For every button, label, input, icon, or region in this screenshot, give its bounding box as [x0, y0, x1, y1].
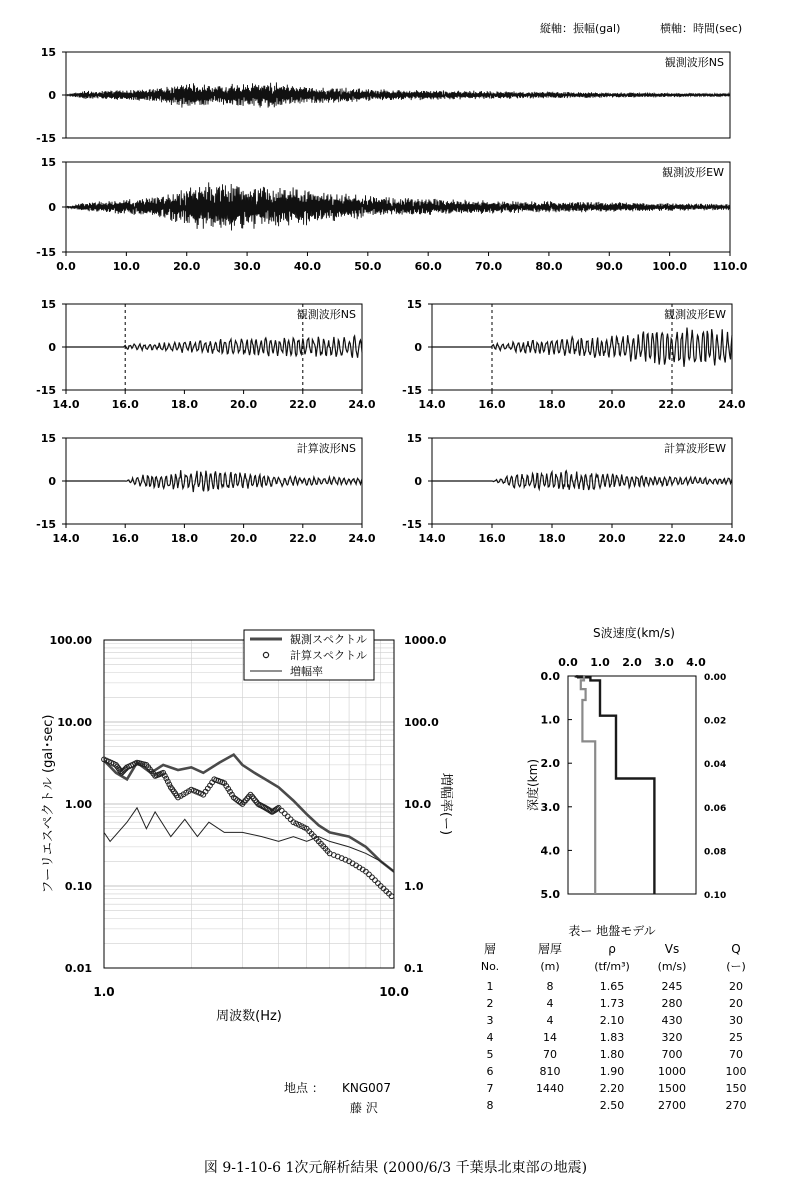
y-tick-label: 0.01 — [64, 962, 92, 975]
computed-point — [367, 872, 372, 877]
x-tick-label: 16.0 — [478, 398, 506, 411]
x-tick-label: 22.0 — [289, 398, 317, 411]
panel-label: 観測波形NS — [664, 56, 724, 69]
x-tick-label: 20.0 — [173, 260, 201, 273]
table-cell: 8 — [486, 1099, 494, 1112]
waveform-line — [66, 470, 362, 492]
spectrum-y2-label: 増幅率(ー) — [438, 772, 453, 836]
profile-frame — [568, 676, 696, 894]
table-cell: 25 — [729, 1031, 743, 1044]
x-tick-label: 16.0 — [111, 398, 139, 411]
waveform-panel-obs-ns-zoom — [36, 298, 376, 411]
table-header: 層厚 — [537, 942, 563, 956]
table-title: 表ー 地盤モデル — [568, 924, 656, 938]
profile-title: S波速度(km/s) — [593, 626, 675, 640]
table-header: Vs — [664, 942, 680, 956]
x-tick-label: 14.0 — [418, 398, 446, 411]
y2-tick-label: 0.08 — [704, 847, 727, 858]
x-tick-label: 30.0 — [233, 260, 261, 273]
x-tick-label: 18.0 — [538, 532, 566, 545]
x-tick-label: 14.0 — [52, 532, 80, 545]
y-tick-label: 15 — [40, 298, 56, 311]
y-tick-label: 15 — [406, 432, 422, 445]
spectrum-legend — [244, 630, 374, 680]
x-tick-label: 60.0 — [414, 260, 442, 273]
y2-tick-label: 0.1 — [404, 962, 424, 975]
x-tick-label: 24.0 — [348, 398, 376, 411]
table-cell: 5 — [486, 1048, 494, 1061]
x-tick-label: 20.0 — [230, 532, 258, 545]
table-cell: 3 — [486, 1014, 494, 1027]
x-tick-label: 18.0 — [538, 398, 566, 411]
x-tick-label: 20.0 — [230, 398, 258, 411]
spectrum-grid — [104, 640, 394, 968]
x-tick-label: 20.0 — [598, 532, 626, 545]
waveform-panel-obs-ew-zoom — [402, 298, 746, 411]
table-cell: 1.73 — [599, 997, 625, 1010]
table-cell: 1000 — [658, 1065, 686, 1078]
y2-tick-label: 0.10 — [704, 891, 727, 901]
table-cell: 1.90 — [599, 1065, 625, 1078]
table-cell: 1 — [486, 980, 494, 993]
table-cell: 1.80 — [599, 1048, 625, 1061]
waveform-line — [66, 336, 362, 358]
y-tick-label: 2.0 — [540, 757, 560, 771]
table-cell: 14 — [543, 1031, 557, 1044]
waveform-line — [66, 182, 730, 230]
x-tick-label: 80.0 — [535, 260, 563, 273]
waveform-panels — [36, 46, 748, 545]
table-header: Q — [731, 942, 741, 956]
table-cell: 70 — [729, 1048, 743, 1061]
table-header-unit: No. — [480, 960, 500, 973]
panel-label: 計算波形EW — [664, 442, 726, 455]
figure-caption: 図 9-1-10-6 1次元解析結果 (2000/6/3 千葉県北東部の地震) — [203, 1160, 588, 1176]
table-header-unit: (ー) — [726, 960, 746, 973]
y-tick-label: -15 — [402, 384, 422, 397]
x-tick-label: 24.0 — [348, 532, 376, 545]
y-tick-label: -15 — [36, 246, 56, 259]
y-tick-label: 1.0 — [540, 713, 560, 727]
x-tick-label: 14.0 — [418, 532, 446, 545]
x-tick-label: 1.0 — [93, 985, 115, 999]
horizontal-axis-note: 横軸：時間(sec) — [660, 22, 743, 35]
table-cell: 810 — [539, 1065, 561, 1078]
series-line — [104, 755, 394, 872]
y2-tick-label: 0.04 — [704, 760, 727, 771]
table-cell: 320 — [661, 1031, 683, 1044]
profile-y-label: 深度(km) — [526, 758, 540, 812]
x-tick-label: 0.0 — [56, 260, 76, 273]
site-name: 藤 沢 — [350, 1101, 378, 1115]
table-cell: 2.10 — [599, 1014, 625, 1027]
x-tick-label: 14.0 — [52, 398, 80, 411]
profile-line-vs — [576, 676, 655, 894]
table-cell: 8 — [546, 980, 554, 993]
table-cell: 2700 — [658, 1099, 686, 1112]
table-cell: 30 — [729, 1014, 743, 1027]
x-tick-label: 100.0 — [652, 260, 688, 273]
table-cell: 4 — [546, 997, 554, 1010]
table-cell: 2.20 — [599, 1082, 625, 1095]
y-tick-label: 5.0 — [540, 888, 560, 901]
table-cell: 1500 — [658, 1082, 686, 1095]
y-tick-label: 0 — [48, 475, 56, 488]
y-tick-label: 100.00 — [49, 634, 92, 647]
x-tick-label: 18.0 — [170, 398, 198, 411]
panel-label: 観測波形NS — [296, 308, 356, 321]
waveform-panel-obs-ew-full — [36, 156, 748, 273]
x-tick-label: 24.0 — [718, 532, 746, 545]
ground-model-table — [481, 923, 747, 1112]
waveform-panel-calc-ns — [36, 432, 376, 545]
vertical-axis-note: 縦軸：振幅(gal) — [540, 22, 621, 35]
table-cell: 4 — [486, 1031, 494, 1044]
y-tick-label: 0 — [48, 341, 56, 354]
x-tick-label: 16.0 — [478, 532, 506, 545]
site-label: 地点 ： — [284, 1081, 324, 1095]
s-wave-velocity-profile — [525, 625, 726, 901]
x-tick-label: 18.0 — [170, 532, 198, 545]
y2-tick-label: 100.0 — [404, 716, 439, 729]
table-header-unit: (tf/m³) — [594, 960, 630, 973]
table-cell: 100 — [725, 1065, 747, 1078]
table-body — [481, 942, 747, 1112]
y-tick-label: 0.10 — [64, 880, 92, 893]
y-tick-label: 4.0 — [540, 844, 560, 858]
profile-series — [576, 676, 655, 894]
x-tick-label: 90.0 — [595, 260, 623, 273]
y-tick-label: 0 — [48, 89, 56, 102]
x-tick-label: 24.0 — [718, 398, 746, 411]
computed-point — [285, 814, 290, 819]
y-tick-label: 15 — [40, 156, 56, 169]
x-tick-label: 20.0 — [598, 398, 626, 411]
y-tick-label: 10.00 — [57, 716, 92, 729]
y-tick-label: 0.0 — [540, 670, 560, 683]
y2-tick-label: 1.0 — [404, 880, 424, 893]
computed-point — [376, 881, 381, 886]
y-tick-label: 1.00 — [64, 798, 92, 811]
table-header-unit: (m) — [540, 960, 560, 973]
spectrum-series — [102, 755, 394, 899]
table-cell: 20 — [729, 980, 743, 993]
table-cell: 6 — [486, 1065, 494, 1078]
x-tick-label: 3.0 — [654, 656, 674, 669]
x-tick-label: 70.0 — [474, 260, 503, 273]
profile-line-rho — [581, 676, 595, 894]
site-code: KNG007 — [342, 1081, 392, 1095]
table-cell: 700 — [661, 1048, 683, 1061]
table-cell: 4 — [546, 1014, 554, 1027]
y-tick-label: -15 — [36, 518, 56, 531]
table-cell: 1440 — [536, 1082, 564, 1095]
y2-tick-label: 1000.0 — [404, 634, 447, 647]
x-tick-label: 0.0 — [558, 656, 578, 669]
x-tick-label: 22.0 — [658, 532, 686, 545]
x-tick-label: 50.0 — [354, 260, 382, 273]
y2-tick-label: 0.00 — [704, 673, 727, 683]
table-cell: 245 — [661, 980, 683, 993]
y-tick-label: 15 — [406, 298, 422, 311]
table-cell: 20 — [729, 997, 743, 1010]
y-tick-label: 15 — [40, 46, 56, 59]
x-tick-label: 40.0 — [293, 260, 322, 273]
spectrum-x-label: 周波数(Hz) — [216, 1009, 282, 1024]
table-cell: 1.65 — [599, 980, 625, 993]
y-tick-label: -15 — [402, 518, 422, 531]
legend-computed-label: 計算スペクトル — [290, 649, 367, 662]
y2-tick-label: 0.02 — [704, 716, 727, 727]
y2-tick-label: 10.0 — [404, 798, 432, 811]
x-tick-label: 2.0 — [622, 656, 642, 669]
computed-point — [370, 875, 375, 880]
waveform-panel-calc-ew — [402, 432, 746, 545]
table-header-unit: (m/s) — [657, 960, 687, 973]
spectrum-y-label: フーリエスペクトル (gal･sec) — [41, 714, 56, 894]
table-cell: 430 — [661, 1014, 683, 1027]
y-tick-label: 3.0 — [540, 800, 560, 814]
x-tick-label: 10.0 — [112, 260, 140, 273]
x-tick-label: 1.0 — [590, 656, 610, 669]
y2-tick-label: 0.06 — [704, 803, 727, 814]
computed-point — [279, 808, 284, 813]
series-observed — [104, 755, 394, 872]
waveform-line — [66, 82, 730, 107]
y-tick-label: -15 — [36, 384, 56, 397]
panel-label: 計算波形NS — [296, 442, 356, 455]
computed-point — [373, 878, 378, 883]
legend-amplification-label: 増幅率 — [290, 665, 323, 678]
table-cell: 2 — [486, 997, 494, 1010]
waveform-line — [432, 471, 732, 490]
table-header: ρ — [608, 942, 616, 956]
x-tick-label: 16.0 — [111, 532, 139, 545]
y-tick-label: 0 — [48, 201, 56, 214]
table-header: 層 — [483, 942, 497, 956]
table-cell: 7 — [486, 1082, 494, 1095]
panel-label: 観測波形EW — [662, 166, 724, 179]
table-cell: 70 — [543, 1048, 557, 1061]
legend-observed-label: 観測スペクトル — [290, 633, 367, 646]
fourier-spectrum-chart — [41, 630, 454, 1024]
series-computed — [102, 757, 394, 899]
x-tick-label: 10.0 — [379, 985, 409, 999]
y-tick-label: 15 — [40, 432, 56, 445]
y-tick-label: 0 — [414, 475, 422, 488]
y-tick-label: -15 — [36, 132, 56, 145]
x-tick-label: 4.0 — [686, 656, 706, 669]
panel-label: 観測波形EW — [664, 308, 726, 321]
table-cell: 150 — [725, 1082, 747, 1095]
table-cell: 280 — [661, 997, 683, 1010]
y-tick-label: 0 — [414, 341, 422, 354]
table-cell: 270 — [725, 1099, 747, 1112]
x-tick-label: 22.0 — [289, 532, 317, 545]
computed-point — [288, 817, 293, 822]
x-tick-label: 22.0 — [658, 398, 686, 411]
x-tick-label: 110.0 — [712, 260, 748, 273]
table-cell: 2.50 — [599, 1099, 625, 1112]
table-cell: 1.83 — [599, 1031, 625, 1044]
waveform-panel-obs-ns-full — [36, 46, 730, 145]
